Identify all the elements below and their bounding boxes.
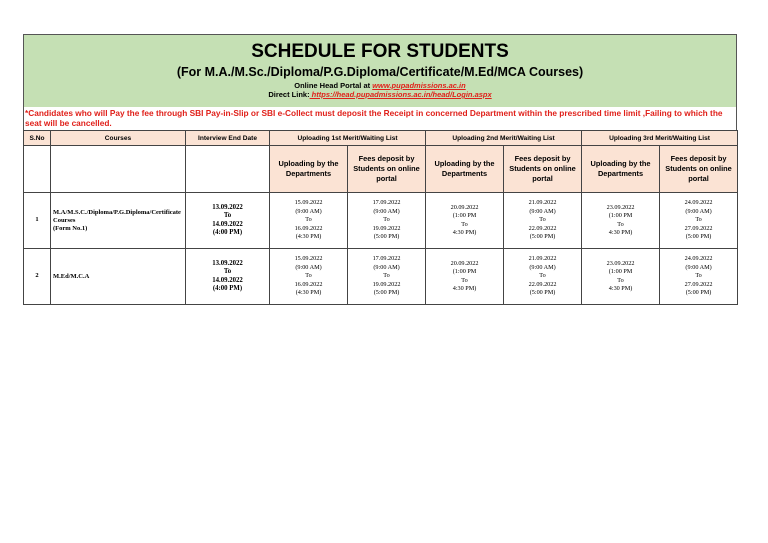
- fee-notice: *Candidates who will Pay the fee through SBI Pay-in-Slip or SBI e-Collect must deposit the Receipt in concerned Department within the prescribed time limit ,Failing to which the seat will be cancelled.: [23, 107, 737, 130]
- cell-line: 15.09.2022: [294, 255, 323, 263]
- cell-line: (5:00 PM): [373, 233, 400, 241]
- subheader-upload: Uploading by the Departments: [426, 146, 504, 193]
- schedule-sheet: [23, 34, 737, 305]
- page-title: SCHEDULE FOR STUDENTS: [251, 41, 509, 62]
- cell-line: (9:00 AM): [685, 263, 712, 271]
- course-cell: [51, 193, 186, 249]
- header-row: [24, 131, 738, 146]
- merit-3-fees-cell: [660, 249, 738, 305]
- cell-line: (9:00 AM): [295, 207, 322, 215]
- direct-prefix: Direct Link:: [268, 90, 310, 99]
- cell-line: To: [539, 272, 546, 280]
- merit-1-fees-cell: [348, 193, 426, 249]
- portal-link[interactable]: www.pupadmissions.ac.in: [372, 81, 466, 90]
- sno-cell: 2: [24, 249, 51, 305]
- cell-line: 19.09.2022: [372, 280, 401, 288]
- merit-3-upload-cell: [582, 193, 660, 249]
- cell-line: (5:00 PM): [685, 233, 712, 241]
- subheader-fees: Fees deposit by Students on online portal: [504, 146, 582, 193]
- merit-3-fees-cell: [660, 193, 738, 249]
- header-merit-3: Uploading 3rd Merit/Waiting List: [582, 131, 738, 146]
- merit-2-upload-cell: [426, 193, 504, 249]
- cell-line: 4:30 PM): [608, 285, 633, 292]
- cell-line: To: [617, 276, 624, 284]
- page-subtitle: (For M.A./M.Sc./Diploma/P.G.Diploma/Certificate/M.Ed/MCA Courses): [176, 65, 584, 79]
- table-row: [24, 193, 738, 249]
- cell-line: 4:30 PM): [452, 285, 477, 292]
- interview-date-cell: [186, 249, 270, 305]
- cell-line: 15.09.2022: [294, 199, 323, 207]
- header-banner: [23, 34, 737, 107]
- cell-line: 20.09.2022: [450, 203, 479, 211]
- cell-line: (1:00 PM: [608, 212, 633, 219]
- cell-line: (5:00 PM): [685, 289, 712, 297]
- subheader-upload: Uploading by the Departments: [582, 146, 660, 193]
- header-merit-1: Uploading 1st Merit/Waiting List: [270, 131, 426, 146]
- cell-line: 19.09.2022: [372, 224, 401, 232]
- cell-line: (5:00 PM): [529, 233, 556, 241]
- cell-line: To: [305, 216, 312, 224]
- subheader-fees: Fees deposit by Students on online portal: [660, 146, 738, 193]
- merit-1-upload-cell: [270, 249, 348, 305]
- cell-line: To: [305, 272, 312, 280]
- merit-2-fees-cell: [504, 249, 582, 305]
- cell-line: 4:30 PM): [608, 229, 633, 236]
- subheader-upload: Uploading by the Departments: [270, 146, 348, 193]
- cell-line: To: [617, 220, 624, 228]
- cell-line: (9:00 AM): [529, 207, 556, 215]
- cell-line: To: [695, 216, 702, 224]
- cell-line: 21.09.2022: [528, 255, 557, 263]
- cell-line: (1:00 PM: [608, 268, 633, 275]
- cell-line: 27.09.2022: [684, 280, 713, 288]
- portal-line: [24, 81, 736, 90]
- cell-line: 22.09.2022: [528, 224, 557, 232]
- cell-line: To: [461, 276, 468, 284]
- sno-cell: 1: [24, 193, 51, 249]
- cell-line: 27.09.2022: [684, 224, 713, 232]
- cell-line: Courses: [53, 216, 76, 224]
- blank-cell: [51, 146, 186, 193]
- cell-line: To: [383, 272, 390, 280]
- direct-link-line: [24, 90, 736, 99]
- merit-1-fees-cell: [348, 249, 426, 305]
- table-body: [24, 193, 738, 305]
- cell-line: 13.09.2022: [212, 259, 243, 267]
- cell-line: (9:00 AM): [373, 263, 400, 271]
- subheader-row: [24, 146, 738, 193]
- cell-line: To: [539, 216, 546, 224]
- interview-date-cell: [186, 193, 270, 249]
- merit-3-upload-cell: [582, 249, 660, 305]
- subheader-fees: Fees deposit by Students on online portal: [348, 146, 426, 193]
- cell-line: M.A/M.S.C./Diploma/P.G.Diploma/Certificate: [53, 208, 181, 216]
- cell-line: To: [695, 272, 702, 280]
- cell-line: 23.09.2022: [606, 203, 635, 211]
- cell-line: 14.09.2022: [212, 276, 243, 284]
- cell-line: (9:00 AM): [685, 207, 712, 215]
- merit-2-fees-cell: [504, 193, 582, 249]
- cell-line: (Form No.1): [53, 224, 88, 232]
- cell-line: 16.09.2022: [294, 280, 323, 288]
- cell-line: 16.09.2022: [294, 224, 323, 232]
- cell-line: 17.09.2022: [372, 255, 401, 263]
- header-interview: Interview End Date: [186, 131, 270, 146]
- cell-line: (5:00 PM): [529, 289, 556, 297]
- merit-2-upload-cell: [426, 249, 504, 305]
- cell-line: (9:00 AM): [295, 263, 322, 271]
- header-merit-2: Uploading 2nd Merit/Waiting List: [426, 131, 582, 146]
- cell-line: (4:30 PM): [295, 233, 322, 241]
- cell-line: (4:00 PM): [212, 285, 243, 292]
- cell-line: 24.09.2022: [684, 199, 713, 207]
- cell-line: (5:00 PM): [373, 289, 400, 297]
- header-sno: S.No: [24, 131, 51, 146]
- cell-line: 24.09.2022: [684, 255, 713, 263]
- header-courses: Courses: [51, 131, 186, 146]
- cell-line: 20.09.2022: [450, 259, 479, 267]
- table-row: [24, 249, 738, 305]
- cell-line: M.Ed/M.C.A: [53, 272, 90, 280]
- schedule-table: [23, 130, 738, 305]
- portal-prefix: Online Head Portal at: [294, 81, 371, 90]
- merit-1-upload-cell: [270, 193, 348, 249]
- cell-line: 21.09.2022: [528, 199, 557, 207]
- cell-line: To: [223, 268, 232, 275]
- cell-line: 22.09.2022: [528, 280, 557, 288]
- cell-line: (1:00 PM: [452, 212, 477, 219]
- cell-line: 23.09.2022: [606, 259, 635, 267]
- cell-line: 17.09.2022: [372, 199, 401, 207]
- cell-line: 14.09.2022: [212, 220, 243, 228]
- cell-line: 4:30 PM): [452, 229, 477, 236]
- cell-line: To: [223, 212, 232, 219]
- cell-line: (1:00 PM: [452, 268, 477, 275]
- cell-line: (4:30 PM): [295, 289, 322, 297]
- blank-cell: [186, 146, 270, 193]
- cell-line: (4:00 PM): [212, 229, 243, 236]
- cell-line: 13.09.2022: [212, 203, 243, 211]
- cell-line: (9:00 AM): [529, 263, 556, 271]
- direct-link[interactable]: https://head.pupadmissions.ac.in/head/Login.aspx: [309, 90, 492, 99]
- cell-line: To: [383, 216, 390, 224]
- cell-line: To: [461, 220, 468, 228]
- course-cell: [51, 249, 186, 305]
- blank-cell: [24, 146, 51, 193]
- cell-line: (9:00 AM): [373, 207, 400, 215]
